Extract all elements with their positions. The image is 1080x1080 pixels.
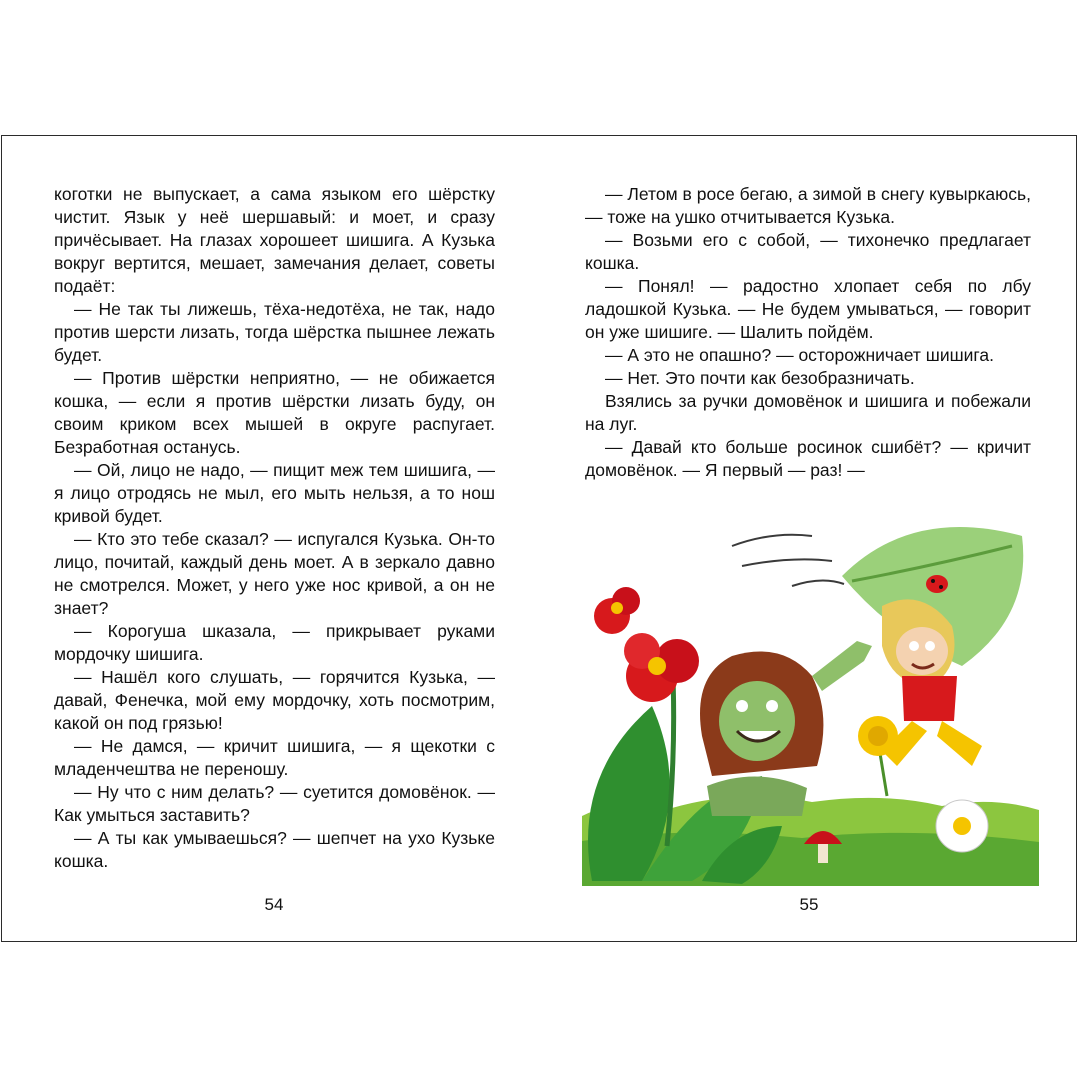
paragraph: — Понял! — радостно хлопает себя по лбу ладошкой Кузька. — Не будем умываться, — говорит он уже шишиге. — Шалить пойдём. bbox=[585, 276, 1031, 342]
paragraph: Взялись за ручки домовёнок и шишига и побежали на луг. bbox=[585, 391, 1031, 434]
right-page-text bbox=[585, 183, 1031, 482]
paragraph: — Кто это тебе сказал? — испугался Кузька. Он-то лицо, почитай, каждый день моет. А в зеркало давно не смотрелся. Может, у него уже нос кривой, а он не знает? bbox=[54, 529, 495, 618]
paragraph: — Нет. Это почти как безобразничать. bbox=[605, 368, 915, 388]
daisy bbox=[936, 800, 988, 852]
paragraph: — А ты как умываешься? — шепчет на ухо Кузьке кошка. bbox=[54, 828, 495, 871]
page-number: 54 bbox=[264, 895, 284, 914]
shishiga-character bbox=[700, 641, 872, 816]
paragraph: — Ну что с ним делать? — суетится домовёнок. — Как умыться заставить? bbox=[54, 782, 495, 825]
ladybug bbox=[926, 575, 948, 593]
paragraph: — Не так ты лижешь, тёха-недотёха, не так, надо против шерсти лизать, тогда шёрстка пышнее лежать будет. bbox=[54, 299, 495, 365]
paragraph: — Давай кто больше росинок сшибёт? — кричит домовёнок. — Я первый — раз! — bbox=[585, 437, 1031, 480]
book-spread bbox=[1, 135, 1077, 942]
kuzka-meadow-illustration bbox=[582, 526, 1039, 886]
paragraph: — Не дамся, — кричит шишига, — я щекотки с младенчештва не переношу. bbox=[54, 736, 495, 779]
paragraph: коготки не выпускает, а сама языком его шёрстку чистит. Язык у неё шершавый: и моет, и сразу причёсывает. На глазах хорошеет шишига. А Кузька вокруг вертится, мешает, замечания делает, советы подаёт: bbox=[54, 184, 495, 296]
red-flower bbox=[594, 587, 640, 634]
paragraph: — Корогуша шказала, — прикрывает руками мордочку шишига. bbox=[54, 621, 495, 664]
paragraph: — Ой, лицо не надо, — пищит меж тем шишига, — я лицо отродясь не мыл, его мыть нельзя, а то нош кривой будет. bbox=[54, 460, 495, 526]
red-flower bbox=[624, 633, 699, 702]
paragraph: — Нашёл кого слушать, — горячится Кузька, — давай, Фенечка, мой ему мордочку, хоть посмотрим, какой он под грязью! bbox=[54, 667, 495, 733]
left-page-text bbox=[54, 183, 495, 873]
page-number: 55 bbox=[799, 895, 819, 914]
paragraph: — Возьми его с собой, — тихонечко предлагает кошка. bbox=[585, 230, 1031, 273]
paragraph: — Против шёрстки неприятно, — не обижается кошка, — если я против шёрстки лизать буду, он своим криком всех мышей в округе распугает. Безработная останусь. bbox=[54, 368, 495, 457]
paragraph: — Летом в росе бегаю, а зимой в снегу кувыркаюсь, — тоже на ушко отчитывается Кузька. bbox=[585, 184, 1031, 227]
paragraph: — А это не опашно? — осторожничает шишига. bbox=[605, 345, 994, 365]
